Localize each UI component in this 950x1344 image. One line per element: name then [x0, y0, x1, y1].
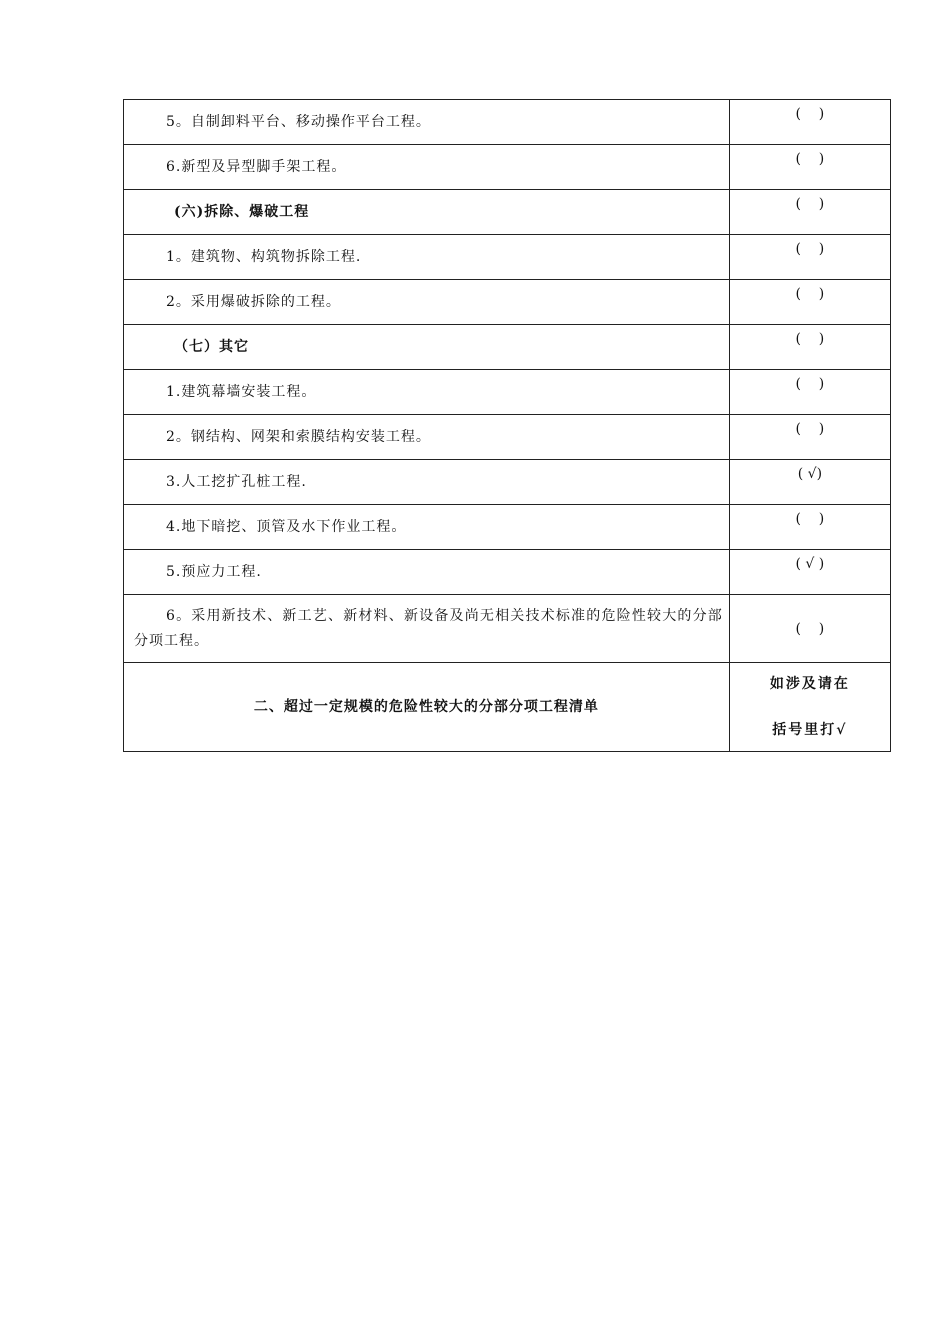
checkbox-mark-checked: ( √ ) [795, 556, 825, 572]
checkbox-mark: ( ) [795, 376, 825, 392]
item-text: 6。采用新技术、新工艺、新材料、新设备及尚无相关技术标准的危险性较大的分部分项工程。 [134, 607, 723, 649]
table-row [124, 595, 891, 663]
mark-cell[interactable] [729, 460, 890, 505]
item-text: 1.建筑幕墙安装工程。 [166, 384, 317, 400]
mark-cell[interactable] [729, 370, 890, 415]
checkbox-mark: ( ) [795, 196, 825, 212]
table-row [124, 460, 891, 505]
item-cell [124, 370, 730, 415]
table-row [124, 280, 891, 325]
checkbox-mark: ( ) [795, 106, 825, 122]
section-heading: （七）其它 [174, 339, 249, 355]
mark-cell[interactable] [729, 100, 890, 145]
mark-cell[interactable] [729, 595, 890, 663]
table-row [124, 550, 891, 595]
checkbox-mark: ( ) [795, 151, 825, 167]
item-text: 2。采用爆破拆除的工程。 [166, 294, 341, 310]
mark-cell[interactable] [729, 145, 890, 190]
mark-cell[interactable] [729, 415, 890, 460]
table-row [124, 505, 891, 550]
item-text: 6.新型及异型脚手架工程。 [166, 159, 347, 175]
mark-cell[interactable] [729, 505, 890, 550]
checkbox-mark: ( ) [795, 331, 825, 347]
table-row [124, 190, 891, 235]
mark-cell[interactable] [729, 235, 890, 280]
item-cell [124, 460, 730, 505]
item-text: 5.预应力工程. [166, 564, 262, 580]
mark-cell[interactable] [729, 550, 890, 595]
table-row [124, 100, 891, 145]
mark-cell[interactable] [729, 280, 890, 325]
item-text: 1。建筑物、构筑物拆除工程. [166, 249, 362, 265]
item-cell [124, 235, 730, 280]
mark-cell[interactable] [729, 190, 890, 235]
item-text: 3.人工挖扩孔桩工程. [166, 474, 307, 490]
item-cell [124, 505, 730, 550]
section-title: 二、超过一定规模的危险性较大的分部分项工程清单 [124, 663, 730, 752]
table-footer-row [124, 663, 891, 752]
mark-cell[interactable] [729, 325, 890, 370]
table-row [124, 325, 891, 370]
checkbox-mark: ( ) [795, 511, 825, 527]
table-row [124, 370, 891, 415]
item-cell [124, 100, 730, 145]
section-heading: (六)拆除、爆破工程 [174, 204, 310, 220]
instruction-line-2: 括号里打√ [772, 722, 848, 738]
hazard-project-table [123, 99, 891, 752]
table-row [124, 415, 891, 460]
checkbox-mark: ( ) [795, 620, 825, 637]
item-cell [124, 145, 730, 190]
item-cell [124, 415, 730, 460]
item-text: 2。钢结构、网架和索膜结构安装工程。 [166, 429, 431, 445]
checkbox-mark: ( ) [795, 286, 825, 302]
item-text: 4.地下暗挖、顶管及水下作业工程。 [166, 519, 407, 535]
instruction-note [729, 663, 890, 752]
item-text: 5。自制卸料平台、移动操作平台工程。 [166, 114, 431, 130]
item-cell [124, 550, 730, 595]
checkbox-mark-checked: ( √) [797, 466, 823, 482]
section-heading-cell [124, 190, 730, 235]
checkbox-mark: ( ) [795, 241, 825, 257]
table-row [124, 235, 891, 280]
table-row [124, 145, 891, 190]
instruction-line-1: 如涉及请在 [769, 676, 850, 692]
checkbox-mark: ( ) [795, 421, 825, 437]
item-cell [124, 280, 730, 325]
item-cell [124, 595, 730, 663]
section-heading-cell [124, 325, 730, 370]
